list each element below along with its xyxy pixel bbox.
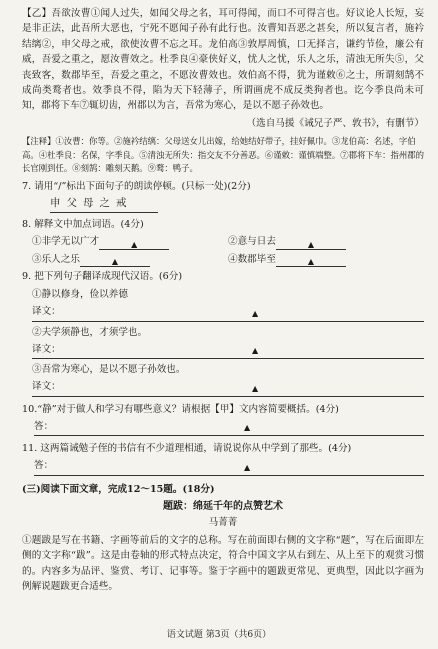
q8-item: [32, 252, 228, 267]
article-title: 题跋：绵延千年的点赞艺术: [163, 500, 283, 512]
q8-item: [228, 234, 424, 249]
triangle-marker-icon: ▲: [244, 462, 251, 472]
q8-answer-blank[interactable]: [80, 254, 150, 267]
triangle-marker-icon: ▲: [252, 383, 259, 393]
triangle-marker-icon: ▲: [244, 423, 251, 433]
question-9: 9. 把下列句子翻译成现代汉语。(6分): [22, 271, 183, 283]
passage-notes: 【注释】①汝曹：你等。②施衿结缡：父母送女儿出嫁，给她结好带子，挂好佩巾。③龙伯高：名述，字伯高。④杜季良：名保，字季良。⑤清浊无所失：指交友不分善恶。⑥谨敕：谨慎端整。⑦郡将下车：指州郡的长官刚到任。⑧刻鹄：雕刻天鹅。⑨鹜：鸭子。: [22, 136, 424, 174]
triangle-marker-icon: ▲: [307, 239, 315, 249]
translation-label: 译文：: [32, 343, 61, 355]
article-author: 马菁菁: [208, 517, 238, 529]
q7-phrase-text: 申父母之戒: [50, 196, 158, 212]
answer-label: 答：: [34, 460, 54, 472]
q9-sentence-3: ③吾常为寒心，是以不愿子孙效也。: [32, 364, 186, 376]
q8-item-text: ③乐人之乐: [32, 253, 80, 265]
page-footer: 语文试题 第3页（共6页）: [166, 629, 272, 640]
q8-answer-blank[interactable]: [276, 237, 346, 250]
section-3-heading: (三)阅读下面文章，完成12～15题。(18分): [22, 483, 215, 495]
question-11: 11. 这两篇诫勉子侄的书信有不少道理相通，请说说你从中学到了那些。(4分): [22, 443, 352, 455]
triangle-marker-icon: ▲: [111, 257, 119, 267]
triangle-marker-icon: ▲: [252, 346, 259, 356]
q8-item: [32, 234, 228, 249]
q9-sentence-2: ②夫学须静也，才须学也。: [32, 326, 148, 338]
question-7: 7. 请用“/”标出下面句子的朗读停顿。(只标一处)(2分): [22, 181, 251, 193]
q8-answer-blank[interactable]: [99, 237, 169, 250]
question-10: 10.“静”对于做人和学习有哪些意义？请根据【甲】文内容简要概括。(4分): [22, 403, 339, 415]
q10-answer-line[interactable]: [34, 419, 424, 436]
translation-label: 译文：: [32, 306, 61, 318]
answer-label: 答：: [34, 420, 54, 432]
triangle-marker-icon: ▲: [307, 257, 315, 267]
q8-grid: [32, 234, 424, 267]
passage-source: （选自马援《诫兄子严、敦书》，有删节）: [246, 117, 424, 129]
q8-item-text: ④数郡毕至: [228, 253, 276, 265]
q9-answer-line-2[interactable]: [32, 342, 424, 359]
q8-answer-blank[interactable]: [276, 254, 346, 267]
q9-answer-line-3[interactable]: [32, 380, 424, 397]
passage-paragraph: 【乙】吾欲汝曹①闻人过失，如闻父母之名，耳可得闻，而口不可得言也。好议论人长短，妄是非正法，此吾所大恶也，宁死不愿闻子孙有此行也。汝曹知吾恶之甚矣，所以复言者，施衿结缡②，申父母之戒，欲使汝曹不忘之耳。龙伯高③敦厚周慎，口无择言，谦约节俭，廉公有威，吾爱之重之，愿汝曹效之。杜季良④豪侠好义，忧人之忧，乐人之乐，清浊无所失⑤，父丧致客，数郡毕至，吾爱之重之，不愿汝曹效也。效伯高不得，犹为谨敕⑥之士，所谓刻鹄不成尚类鹜者也。效季良不得，陷为天下轻薄子，所谓画虎不成反类狗者也。讫今季良尚未可知，郡将下车⑦辄切齿，州郡以为言，吾常为寒心，是以不愿子孙效也。: [22, 8, 424, 112]
triangle-marker-icon: ▲: [131, 239, 138, 249]
article-paragraph-1: ①题跋是写在书籍、字画等前后的文字的总称。写在前面即右侧的文字称“题”，写在后面即左侧的文字称“跋”。这是由卷轴的形式特点决定，符合中国文字从右到左、从上至下的观赏习惯的。内容多为品评、鉴赏、考订、记事等。鉴于字画中的题跋更常见、更典型，因此以字画为例解说题跋更合适些。: [22, 534, 424, 592]
question-8: 8. 解释文中加点词语。(4分): [22, 218, 144, 230]
q9-sentence-1: ①静以修身，俭以养德: [32, 289, 128, 301]
q8-item: [228, 252, 424, 267]
triangle-marker-icon: ▲: [252, 308, 259, 318]
q8-item-text: ②意与日去: [228, 236, 276, 248]
translation-label: 译文：: [32, 381, 61, 393]
q7-phrase[interactable]: [50, 196, 424, 212]
q9-answer-line-1[interactable]: [32, 305, 424, 322]
q8-item-text: ①非学无以广才: [32, 236, 100, 248]
q11-answer-line[interactable]: [34, 459, 424, 476]
